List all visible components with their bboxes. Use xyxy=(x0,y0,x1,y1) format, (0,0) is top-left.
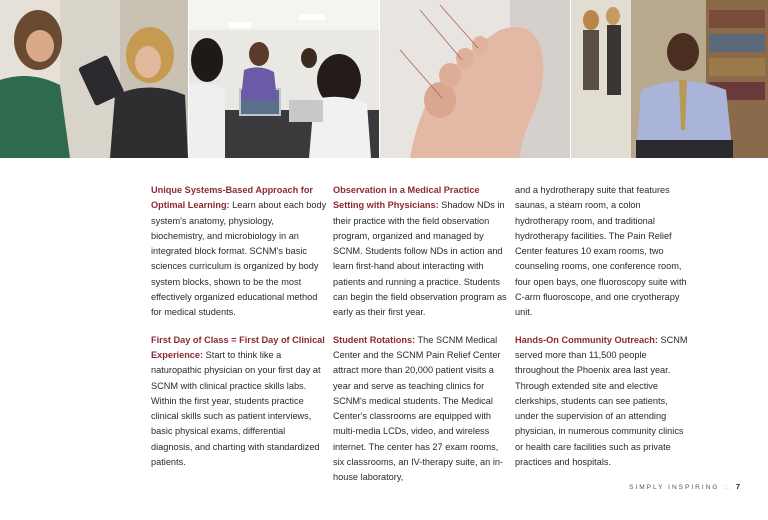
footer-tagline: SIMPLY INSPIRING xyxy=(629,484,720,491)
paragraph-hydrotherapy xyxy=(515,183,691,321)
paragraph-body: SCNM served more than 11,500 people throughout the Phoenix area last year. Through extended site and elective clerkships, students can see patients, under the supervision of an attending physician, in numerous community clinics or health care facilities such as private practices and hospitals. xyxy=(515,334,688,468)
footer-separator: ::: xyxy=(723,484,732,491)
paragraph-student-rotations xyxy=(333,333,509,486)
paragraph-heading: First Day of Class = First Day of Clinical Experience: xyxy=(151,334,325,360)
photo-strip xyxy=(0,0,768,158)
page-footer xyxy=(590,482,740,491)
paragraph-first-day xyxy=(151,333,327,471)
paragraph-community-outreach xyxy=(515,333,691,471)
paragraph-heading: Observation in a Medical Practice Setting with Physicians: xyxy=(333,185,480,211)
paragraph-heading: Student Rotations: xyxy=(333,334,416,345)
students-with-tablet-photo xyxy=(0,0,188,158)
text-column-3 xyxy=(515,183,691,482)
paragraph-body: The SCNM Medical Center and the SCNM Pain Relief Center attract more than 20,000 patient visits a year and serve as teaching clinics for SCNM's medical students. The Medical Center's classrooms are equipped with multi-media LCDs, video, and wireless internet. The center has 27 exam rooms, six classrooms, an IV-therapy suite, an in-house laboratory, xyxy=(333,334,504,483)
paragraph-body: and a hydrotherapy suite that features saunas, a steam room, a colon hydrotherapy room, and traditional hydrotherapy facilities. The Pain Relief Center features 10 exam rooms, two counseling rooms, one conference room, four open bays, one fluoroscopy suite with C-arm fluoroscope, and one cryotherapy unit. xyxy=(515,185,687,318)
text-column-1 xyxy=(151,183,327,482)
paragraph-heading: Unique Systems-Based Approach for Optimal Learning: xyxy=(151,185,314,211)
paragraph-heading: Hands-On Community Outreach: xyxy=(515,334,658,345)
text-column-2 xyxy=(333,183,509,498)
faculty-library-photo xyxy=(571,0,768,158)
paragraph-body: Start to think like a naturopathic physician on your first day at SCNM with clinical practice skills labs. Within the first year, students practice clinical skills such as patient interviews, basic physical exams, differential diagnosis, and charting with standardized patients. xyxy=(151,349,321,468)
page-number: 7 xyxy=(735,482,740,491)
paragraph-body: Learn about each body system's anatomy, physiology, biochemistry, and microbiology in an integrated block format. SCNM's basic sciences curriculum is organized by body system blocks, shown to be the most effectively organized educational method for medical students. xyxy=(151,200,327,318)
acupuncture-foot-photo xyxy=(380,0,570,158)
computer-lab-photo xyxy=(189,0,379,158)
paragraph-body: Shadow NDs in their practice with the field observation program, organized and managed by SCNM. Students follow NDs in action and learn first-hand about interacting with patients and running a practice. Students can begin the field observation program as early as their first year. xyxy=(333,200,507,318)
paragraph-observation xyxy=(333,183,509,321)
paragraph-systems-based xyxy=(151,183,327,321)
